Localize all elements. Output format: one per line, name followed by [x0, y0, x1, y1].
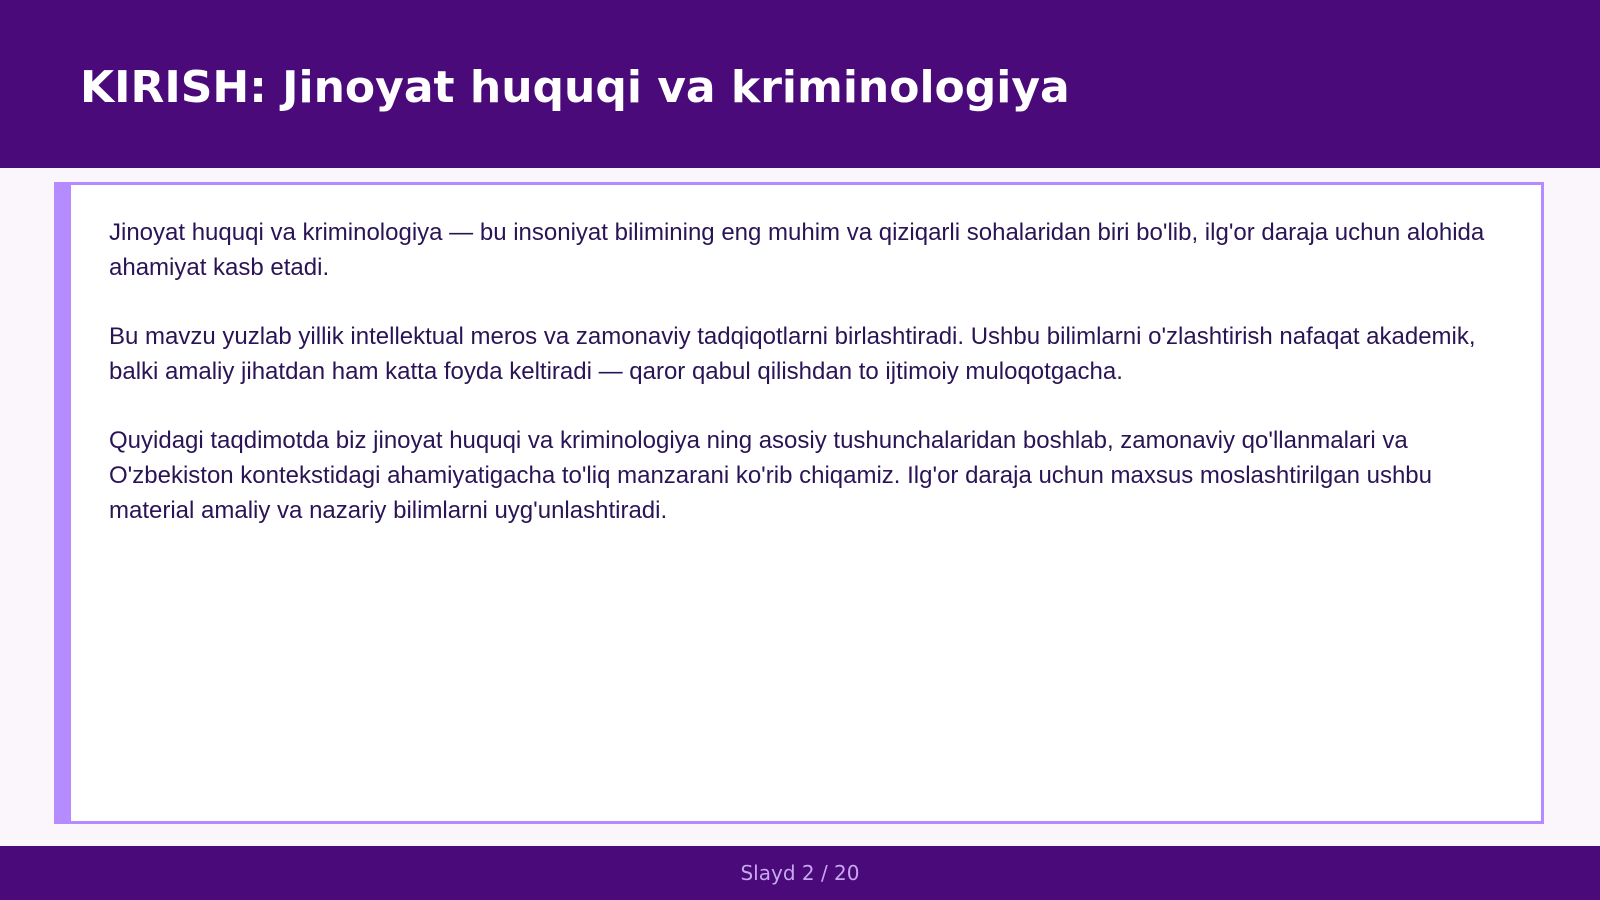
paragraph-2: Bu mavzu yuzlab yillik intellektual meros va zamonaviy tadqiqotlarni birlashtiradi. Ushbu bilimlarni o'zlashtirish nafaqat akademik, balki amaliy jihatdan ham katta foyda keltiradi — qaror qabul qilishdan to ijtimoiy muloqotgacha.: [109, 323, 1476, 385]
content-body: [109, 215, 1503, 562]
content-card: [54, 182, 1544, 824]
paragraph-1: Jinoyat huquqi va kriminologiya — bu insoniyat bilimining eng muhim va qiziqarli sohalaridan biri bo'lib, ilg'or daraja uchun alohida ahamiyat kasb etadi.: [109, 219, 1485, 281]
slide-footer: [0, 846, 1600, 900]
slide-title: KIRISH: Jinoyat huquqi va kriminologiya: [80, 62, 1070, 113]
slide-number: Slayd 2 / 20: [740, 861, 860, 885]
slide-header: [0, 0, 1600, 168]
paragraph-3: Quyidagi taqdimotda biz jinoyat huquqi va kriminologiya ning asosiy tushunchalaridan boshlab, zamonaviy qo'llanmalari va O'zbekiston kontekstidagi ahamiyatigacha to'liq manzarani ko'rib chiqamiz. Ilg'or daraja uchun maxsus moslashtirilgan ushbu material amaliy va nazariy bilimlarni uyg'unlashtiradi.: [109, 427, 1432, 524]
